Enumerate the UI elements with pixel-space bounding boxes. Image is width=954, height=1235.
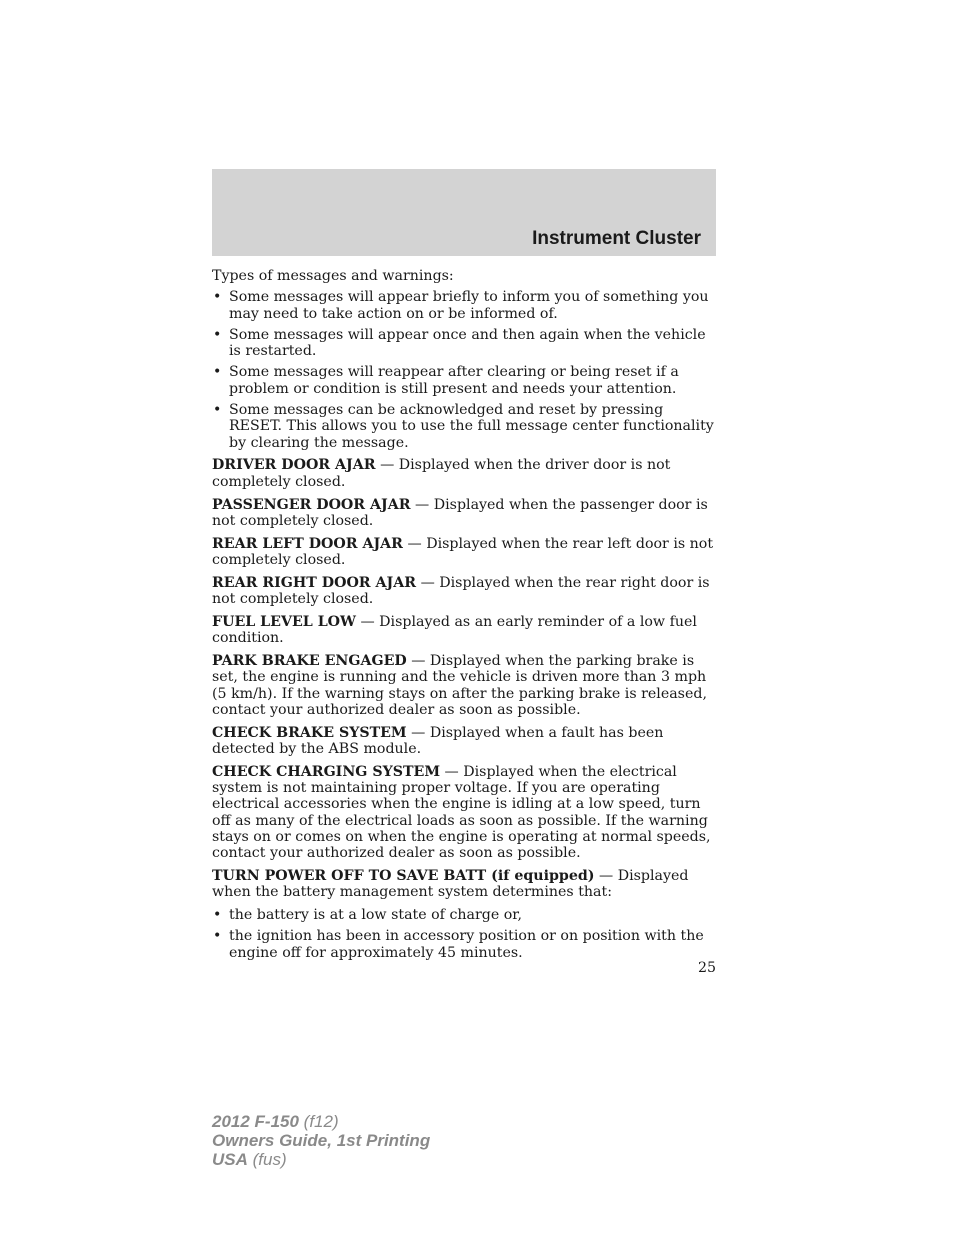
list-item: • Some messages will appear once and then again when the vehicle is restarted. <box>213 326 706 360</box>
bullet-icon: • <box>213 907 222 924</box>
definition-check-brake-system: CHECK BRAKE SYSTEM — Displayed when a fault has been detected by the ABS module. <box>212 724 664 757</box>
message-types-list <box>212 289 718 451</box>
section-header <box>212 169 716 256</box>
definition-rear-right-door-ajar: REAR RIGHT DOOR AJAR — Displayed when the rear right door is not completely closed. <box>212 574 710 608</box>
bullet-icon: • <box>213 326 222 343</box>
footer-guide-line: Owners Guide, 1st Printing <box>212 1131 431 1150</box>
footer-model-line: 2012 F-150 (f12) <box>212 1112 339 1131</box>
definition-check-charging-system: CHECK CHARGING SYSTEM — Displayed when the electrical system is not maintaining proper voltage. If you are operating electrical accessories when the engine is idling at a low speed, turn off as many of the electrical loads as soon as possible. If the warning stays on or comes on when the engine is operating at normal speeds, contact your authorized dealer as soon as possible. <box>212 763 711 862</box>
footer-region-line: USA (fus) <box>212 1150 287 1169</box>
bullet-icon: • <box>213 402 222 419</box>
definition-driver-door-ajar: DRIVER DOOR AJAR — Displayed when the driver door is not completely closed. <box>212 457 671 490</box>
page-body <box>212 268 718 967</box>
definition-fuel-level-low: FUEL LEVEL LOW — Displayed as an early reminder of a low fuel condition. <box>212 613 697 647</box>
footer-imprint <box>212 1112 430 1169</box>
list-item: • Some messages will appear briefly to inform you of something you may need to take action on or be informed of. <box>213 289 709 322</box>
list-item: • the battery is at a low state of charge or, <box>213 907 523 924</box>
bullet-icon: • <box>213 928 222 945</box>
definition-park-brake-engaged: PARK BRAKE ENGAGED — Displayed when the parking brake is set, the engine is running and the vehicle is driven more than 3 mph (5 km/h). If the warning stays on after the parking brake is released, contact your authorized dealer as soon as possible. <box>212 652 707 718</box>
list-item: • the ignition has been in accessory position or on position with the engine off for approximately 45 minutes. <box>213 928 704 961</box>
section-title: Instrument Cluster <box>532 228 701 249</box>
intro-text: Types of messages and warnings: <box>212 268 454 284</box>
list-item: • Some messages can be acknowledged and reset by pressing RESET. This allows you to use the full message center functionality by clearing the message. <box>213 402 714 451</box>
definition-turn-power-off: TURN POWER OFF TO SAVE BATT (if equipped) — Displayed when the battery management system determines that: <box>212 868 689 901</box>
definition-rear-left-door-ajar: REAR LEFT DOOR AJAR — Displayed when the rear left door is not completely closed. <box>212 535 714 568</box>
bullet-icon: • <box>213 364 222 381</box>
page-number: 25 <box>697 960 716 976</box>
list-item: • Some messages will reappear after clearing or being reset if a problem or condition is still present and needs your attention. <box>213 364 679 397</box>
bullet-icon: • <box>213 289 222 306</box>
battery-conditions-list <box>212 907 718 961</box>
definition-passenger-door-ajar: PASSENGER DOOR AJAR — Displayed when the passenger door is not completely closed. <box>212 496 708 529</box>
